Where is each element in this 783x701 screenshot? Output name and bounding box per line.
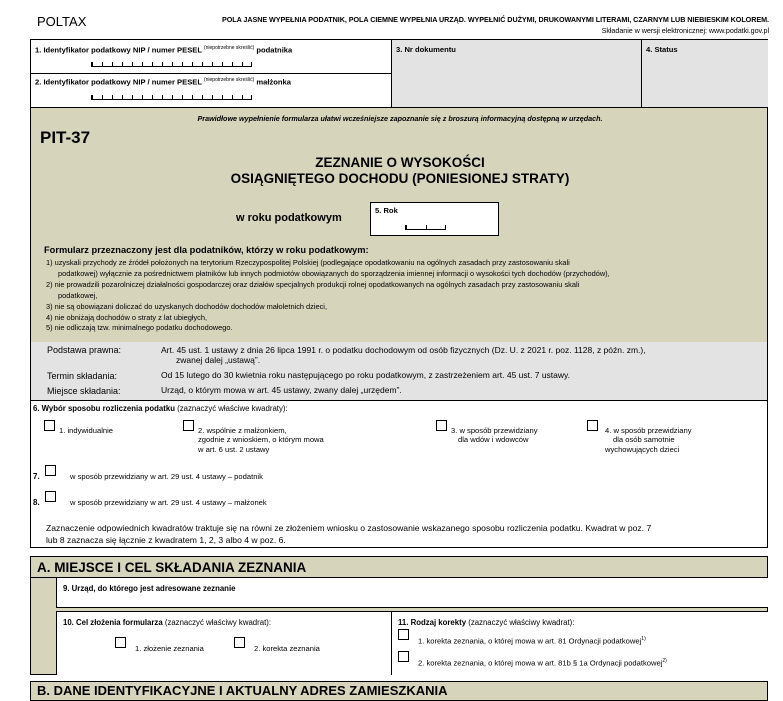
form-title-line-2: OSIĄGNIĘTEGO DOCHODU (PONIESIONEJ STRATY) (230, 171, 570, 186)
section-6-note (46, 522, 761, 546)
deadline-text: Od 15 lutego do 30 kwietnia roku następującego po roku podatkowym, z zastrzeżeniem art. 45 ust. 7 ustawy. (161, 370, 571, 380)
field-10-label (63, 618, 271, 627)
condition-line: podatkowej, (58, 290, 98, 300)
form-name: PIT-37 (40, 128, 91, 147)
field-9-label: 9. Urząd, do którego jest adresowane zeznanie (63, 584, 236, 593)
option-correction-art81-text: 1. korekta zeznania, o której mowa w art. 81 Ordynacji podatkowej (418, 636, 642, 646)
condition-line: 5) nie odliczają tzw. minimalnego podatku dochodowego. (46, 323, 233, 333)
divider (31, 73, 391, 74)
tax-office-field[interactable] (56, 578, 768, 608)
legal-basis-label: Podstawa prawna: (47, 345, 122, 355)
identifier-block (30, 39, 768, 108)
correction-checkbox[interactable] (234, 637, 245, 648)
option-widows-line-1: 3. w sposób przewidziany (451, 426, 538, 435)
condition-line: podatkowej) wyłącznie za pośrednictwem płatników lub innych podmiotów obowiązanych do sporządzenia imiennej informacji o wysokości tych dochodów (przychodów), (58, 268, 610, 278)
section-a-title: A. MIEJSCE I CEL SKŁADANIA ZEZNANIA (37, 560, 307, 575)
option-correction-art81b (418, 657, 667, 668)
brand-poltax: POLTAX (37, 14, 87, 29)
correction-type-field (392, 611, 768, 675)
form-title-line-1: ZEZNANIE O WYSOKOŚCI (315, 155, 485, 170)
instructions-text: POLA JASNE WYPEŁNIA PODATNIK, POLA CIEMNE WYPEŁNIA URZĄD. WYPEŁNIĆ DUŻYMI, DRUKOWANYMI LITERAMI, CZARNYM LUB NIEBIESKIM KOLOREM. (221, 15, 769, 24)
section-b-header (30, 681, 768, 701)
individual-checkbox[interactable] (44, 420, 55, 431)
jointly-with-spouse-checkbox[interactable] (183, 420, 194, 431)
field-4-label: 4. Status (646, 45, 678, 54)
correction-art81-checkbox[interactable] (398, 629, 409, 640)
field-7-number: 7. (33, 472, 40, 481)
purpose-field (56, 611, 392, 675)
option-jointly-line-1: 2. wspólnie z małżonkiem, (198, 426, 287, 435)
footnote-ref-2: 2) (662, 658, 667, 664)
taxpayer-id-input[interactable] (91, 62, 252, 67)
field-6-label-text: 6. Wybór sposobu rozliczenia podatku (33, 404, 175, 413)
option-correction-art81 (418, 635, 646, 646)
electronic-submission-note: Składanie w wersji elektronicznej: www.podatki.gov.pl (601, 26, 769, 35)
field-8-number: 8. (33, 498, 40, 507)
legal-basis-line-2: zwanej dalej „ustawą”. (176, 355, 261, 365)
field-10-hint: (zaznaczyć właściwy kwadrat): (164, 618, 271, 627)
option-single-parents-line-1: 4. w sposób przewidziany (605, 426, 692, 435)
field-11-label (398, 618, 574, 627)
option-jointly-line-2: zgodnie z wnioskiem, o którym mowa (198, 435, 324, 445)
filing-checkbox[interactable] (115, 637, 126, 648)
field-11-label-text: 11. Rodzaj korekty (398, 618, 467, 627)
field-8-text: w sposób przewidziany w art. 29 ust. 4 ustawy – małżonek (70, 498, 267, 507)
place-text: Urząd, o którym mowa w art. 45 ustawy, zwany dalej „urzędem”. (161, 385, 402, 395)
field-1-label (35, 45, 292, 55)
deadline-label: Termin składania: (47, 371, 118, 381)
field-7-text: w sposób przewidziany w art. 29 ust. 4 ustawy – podatnik (70, 472, 263, 481)
document-number-cell (392, 40, 642, 107)
field-1-label-text: 1. Identyfikator podatkowy NIP / numer PESEL (35, 45, 202, 55)
section-a-header (30, 556, 768, 578)
field-2-suffix: małżonka (256, 77, 291, 87)
year-input[interactable] (405, 225, 446, 230)
spouse-id-input[interactable] (91, 95, 252, 100)
condition-line: 2) nie prowadzili pozarolniczej działalności gospodarczej oraz działów specjalnych produkcji rolnej opodatkowanych na ogólnych zasadach przy zastosowaniu skali (46, 279, 580, 289)
section-6-note-line-1: Zaznaczenie odpowiednich kwadratów traktuje się na równi ze złożeniem wniosku o zastosowanie wskazanego sposobu rozliczenia podatku. Kwadrat w poz. 7 (46, 523, 652, 533)
field-10-label-text: 10. Cel złożenia formularza (63, 618, 163, 627)
year-field[interactable] (370, 202, 499, 236)
field-11-hint: (zaznaczyć właściwy kwadrat): (468, 618, 575, 627)
field-5-label: 5. Rok (375, 206, 398, 215)
legal-basis-line-1: Art. 45 ust. 1 ustawy z dnia 26 lipca 1991 r. o podatku dochodowym od osób fizycznych (Dz. U. z 2021 r. poz. 1128, z późn. zm.), (161, 345, 646, 355)
legal-info (30, 342, 768, 400)
legal-basis-text (161, 345, 761, 365)
option-widows-line-2: dla wdów i wdowców (458, 435, 529, 445)
condition-line: 3) nie są obowiązani doliczać do uzyskanych dochodów dochodów małoletnich dzieci, (46, 301, 328, 311)
option-single-parents (605, 426, 692, 454)
status-cell (642, 40, 768, 107)
footnote-ref-1: 1) (641, 636, 646, 642)
intended-for-intro: Formularz przeznaczony jest dla podatników, którzy w roku podatkowym: (44, 245, 369, 255)
title-block (30, 108, 768, 342)
art29-spouse-checkbox[interactable] (45, 491, 56, 502)
strike-note: (niepotrzebne skreślić) (203, 45, 255, 51)
field-3-label: 3. Nr dokumentu (396, 45, 456, 54)
place-label: Miejsce składania: (47, 386, 121, 396)
field-1-suffix: podatnika (256, 45, 293, 55)
section-6-note-line-2: lub 8 zaznacza się łącznie z kwadratem 1, 2, 3 albo 4 w poz. 6. (46, 535, 286, 545)
widows-checkbox[interactable] (436, 420, 447, 431)
identifier-cell (31, 40, 392, 107)
art29-taxpayer-checkbox[interactable] (45, 465, 56, 476)
option-single-parents-line-3: wychowujących dzieci (605, 444, 680, 454)
conditions-list (46, 258, 764, 334)
field-6-hint: (zaznaczyć właściwe kwadraty): (177, 404, 288, 413)
option-correction-art81b-text: 2. korekta zeznania, o której mowa w art. 81b § 1a Ordynacji podatkowej (418, 658, 663, 668)
option-filing: 1. złożenie zeznania (135, 644, 204, 653)
field-6-label (33, 404, 288, 413)
condition-line: 1) uzyskali przychody ze źródeł położonych na terytorium Rzeczypospolitej Polskiej (podlegające opodatkowaniu na ogólnych zasadach przy zastosowaniu skali (46, 258, 570, 267)
section-a-body (30, 578, 768, 675)
fill-instructions (157, 14, 769, 36)
single-parents-checkbox[interactable] (587, 420, 598, 431)
option-jointly-line-3: w art. 6 ust. 2 ustawy (198, 444, 270, 454)
section-b-title: B. DANE IDENTYFIKACYJNE I AKTUALNY ADRES ZAMIESZKANIA (37, 683, 448, 698)
condition-line: 4) nie obniżają dochodów o straty z lat ubiegłych, (46, 312, 208, 322)
field-2-label-text: 2. Identyfikator podatkowy NIP / numer PESEL (35, 77, 202, 87)
strike-note: (niepotrzebne skreślić) (203, 77, 255, 83)
option-widows (451, 426, 538, 445)
settlement-method-section (30, 400, 768, 548)
option-individual: 1. indywidualnie (59, 426, 114, 435)
option-correction: 2. korekta zeznania (254, 644, 320, 653)
correction-art81b-checkbox[interactable] (398, 651, 409, 662)
form-title (31, 155, 769, 187)
option-jointly (198, 426, 324, 454)
in-tax-year-label: w roku podatkowym (236, 212, 342, 224)
brochure-note: Prawidłowe wypełnienie formularza ułatwi wcześniejsze zapoznanie się z broszurą informacyjną dostępną w urzędach. (197, 114, 603, 123)
option-single-parents-line-2: dla osób samotnie (613, 435, 675, 445)
field-2-label (35, 77, 291, 87)
